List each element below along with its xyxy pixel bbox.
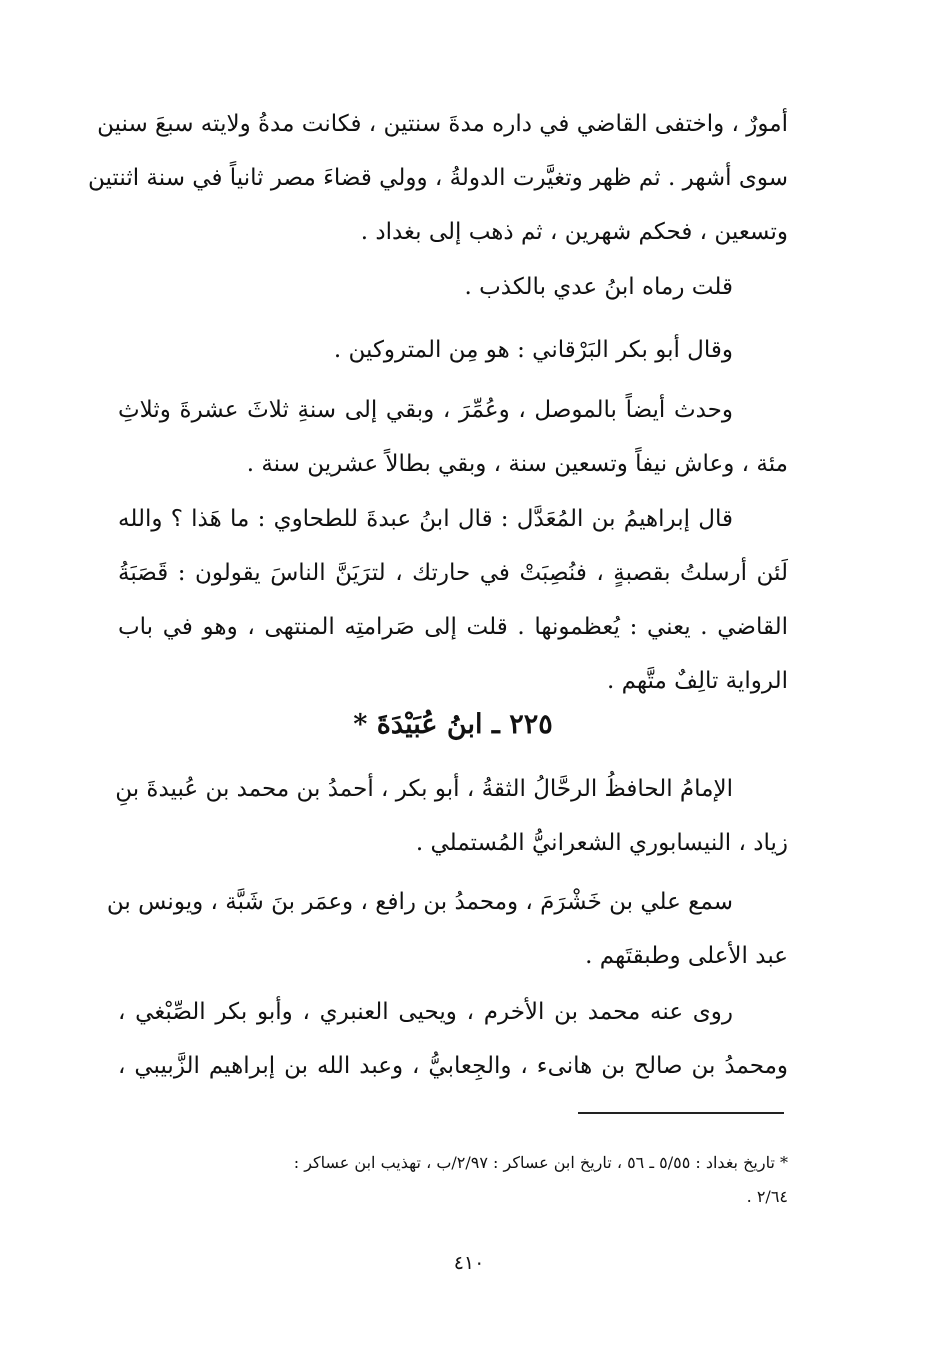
text-line: وقال أبو بكر البَرْقاني : هو مِن المتروكين . xyxy=(333,337,733,363)
text-line: سوى أشهر . ثم ظهر وتغيَّرت الدولةُ ، وولي قضاءَ مصر ثانياً في سنة اثنتين xyxy=(87,165,788,191)
paragraph-ibrahim-quote xyxy=(118,492,788,708)
text-line: الرواية تالِفٌ متَّهم . xyxy=(607,668,788,694)
paragraph-entry-intro xyxy=(115,762,788,870)
text-line: زياد ، النيسابوري الشعرانيُّ المُستملي . xyxy=(415,830,788,856)
text-line: لَئن أرسلتُ بقصبةٍ ، فنُصِبَتْ في حارتك ، لترَيَنَّ الناسَ يقولون : قَصَبَةُ xyxy=(118,560,788,586)
text-line: عبد الأعلى وطبقتَهم . xyxy=(585,943,788,969)
text-line: مئة ، وعاش نيفاً وتسعين سنة ، وبقي بطالاً عشرين سنة . xyxy=(246,451,788,477)
page-number: ٤١٠ xyxy=(453,1252,485,1274)
text-line: وحدث أيضاً بالموصل ، وعُمِّرَ ، وبقي إلى سنةِ ثلاثَ عشرةَ وثلاثِ xyxy=(118,397,733,423)
paragraph-students xyxy=(118,985,788,1093)
paragraph-ibn-adi-remark xyxy=(118,260,788,314)
paragraph-mosul xyxy=(118,383,788,491)
footnote-separator xyxy=(578,1112,784,1114)
paragraph-barqani-remark xyxy=(118,323,788,377)
text-line: روى عنه محمد بن الأخرم ، ويحيى العنبري ، وأبو بكر الصِّبْغي ، xyxy=(118,999,733,1025)
paragraph-continuation xyxy=(87,97,788,259)
text-line: الإمامُ الحافظُ الرحَّالُ الثقةُ ، أبو بكر ، أحمدُ بن محمد بن عُبيدةَ بنِ xyxy=(115,776,733,802)
text-line: القاضي . يعني : يُعظمونها . قلت إلى صَرامتِه المنتهى ، وهو في باب xyxy=(118,614,788,640)
footnote xyxy=(118,1146,788,1214)
footnote-line: ٢/٦٤ . xyxy=(746,1187,788,1206)
paragraph-teachers xyxy=(106,875,788,983)
text-line: سمع علي بن خَشْرَمَ ، ومحمدُ بن رافع ، وعمَر بنَ شَبَّة ، ويونس بن xyxy=(106,889,733,915)
text-line: قال إبراهيمُ بن المُعَدَّل : قال ابنُ عبدةَ للطحاوي : ما هَذا ؟ والله xyxy=(118,506,733,532)
text-line: وتسعين ، فحكم شهرين ، ثم ذهب إلى بغداد . xyxy=(360,219,788,245)
footnote-line: * تاريخ بغداد : ٥/٥٥ ـ ٥٦ ، تاريخ ابن عساكر : ٢/٩٧/ب ، تهذيب ابن عساكر : xyxy=(293,1153,788,1172)
entry-heading: ٢٢٥ ـ ابنُ عُبَيْدَةَ * xyxy=(353,709,553,740)
text-line: أمورٌ ، واختفى القاضي في داره مدةَ سنتين ، فكانت مدةُ ولايته سبعَ سنين xyxy=(97,111,788,137)
text-line: قلت رماه ابنُ عدي بالكذب . xyxy=(464,274,733,300)
text-line: ومحمدُ بن صالح بن هانىء ، والجِعابيُّ ، وعبد الله بن إبراهيم الزَّبيبي ، xyxy=(118,1053,788,1079)
